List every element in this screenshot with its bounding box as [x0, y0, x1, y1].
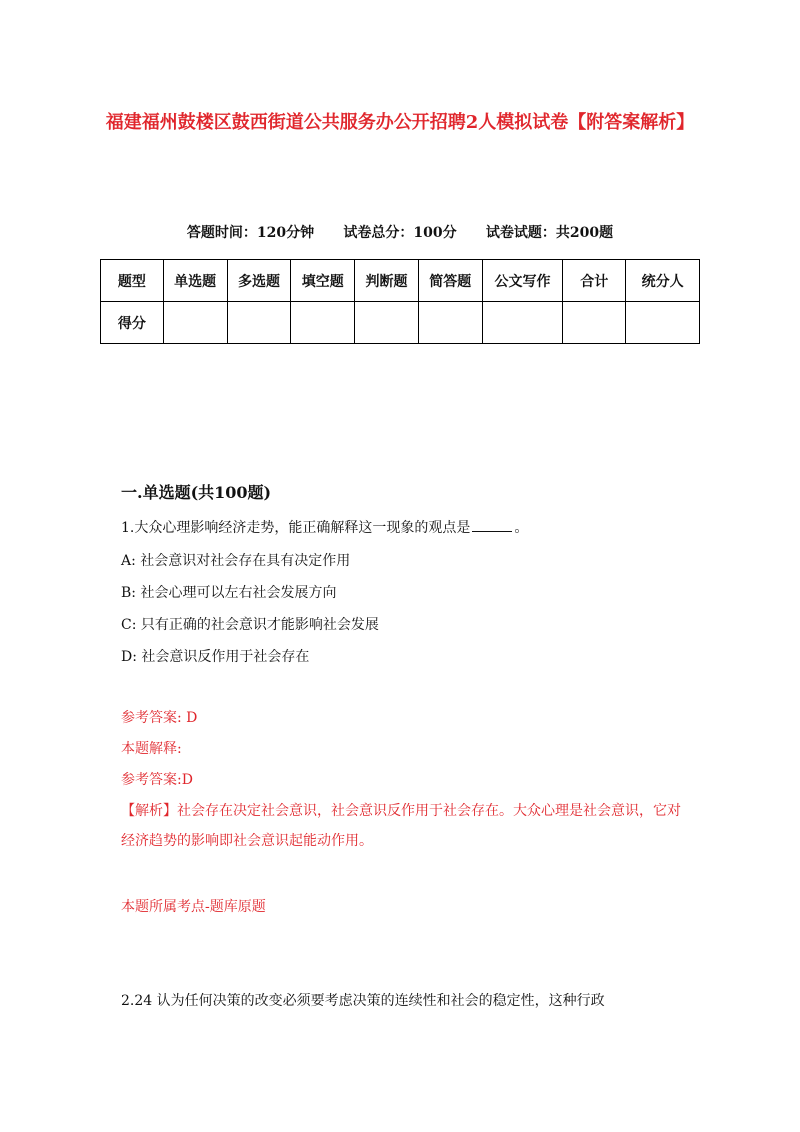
- exam-meta: [100, 222, 700, 242]
- section-heading: 一.单选题(共100题): [121, 483, 272, 502]
- score-header-cell: 统分人: [626, 260, 700, 302]
- score-cell: [163, 302, 227, 344]
- score-cell: [418, 302, 482, 344]
- question-1-stem: [121, 517, 528, 537]
- score-header-cell: 填空题: [291, 260, 355, 302]
- score-table: [100, 259, 700, 344]
- score-cell: [482, 302, 563, 344]
- score-header-cell: 单选题: [163, 260, 227, 302]
- question-1-stem-end: 。: [514, 520, 529, 536]
- question-1-source: 本题所属考点-题库原题: [121, 899, 266, 915]
- score-header-cell: 题型: [101, 260, 164, 302]
- score-row-label: 得分: [101, 302, 164, 344]
- question-1-stem-text: 1.大众心理影响经济走势，能正确解释这一现象的观点是: [121, 520, 471, 536]
- score-table-score-row: [101, 302, 700, 344]
- score-header-cell: 判断题: [355, 260, 419, 302]
- question-2-stem: 2.24 认为任何决策的改变必须要考虑决策的连续性和社会的稳定性，这种行政: [121, 993, 605, 1009]
- score-cell: [563, 302, 626, 344]
- exam-question-count: 试卷试题：共200题: [485, 225, 614, 241]
- score-cell: [291, 302, 355, 344]
- score-header-cell: 公文写作: [482, 260, 563, 302]
- answer-blank: [472, 530, 512, 532]
- question-1-option-d: D: 社会意识反作用于社会存在: [121, 649, 310, 665]
- score-header-cell: 多选题: [227, 260, 291, 302]
- score-cell: [626, 302, 700, 344]
- exam-time: 答题时间：120分钟: [186, 225, 315, 241]
- question-1-explain-label: 本题解释:: [121, 741, 182, 757]
- question-1-answer: 参考答案: D: [121, 710, 198, 726]
- score-table-header-row: [101, 260, 700, 302]
- document-title: 福建福州鼓楼区鼓西街道公共服务办公开招聘2人模拟试卷【附答案解析】: [105, 112, 695, 133]
- question-1-option-b: B: 社会心理可以左右社会发展方向: [121, 585, 337, 601]
- score-cell: [227, 302, 291, 344]
- score-header-cell: 合计: [563, 260, 626, 302]
- score-cell: [355, 302, 419, 344]
- question-1-option-a: A: 社会意识对社会存在具有决定作用: [121, 553, 351, 569]
- question-1-answer-repeat: 参考答案:D: [121, 772, 193, 788]
- question-1-explanation: 【解析】社会存在决定社会意识，社会意识反作用于社会存在。大众心理是社会意识，它对经济趋势的影响即社会意识起能动作用。: [121, 803, 681, 849]
- score-header-cell: 简答题: [418, 260, 482, 302]
- exam-total-score: 试卷总分：100分: [343, 225, 457, 241]
- question-1-option-c: C: 只有正确的社会意识才能影响社会发展: [121, 617, 379, 633]
